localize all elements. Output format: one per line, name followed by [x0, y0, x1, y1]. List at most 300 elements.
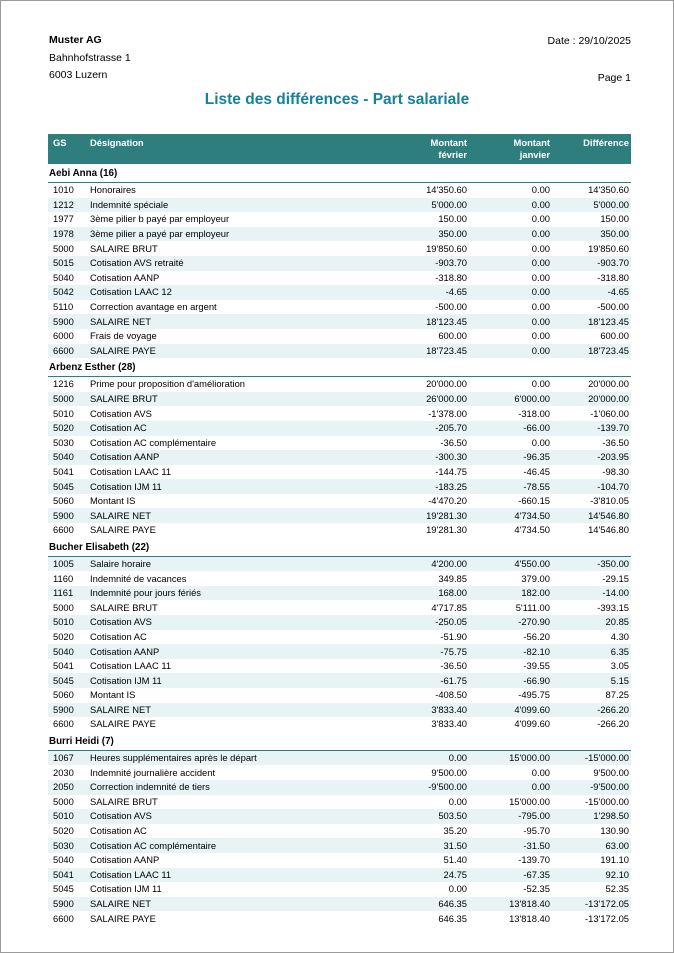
- amount-january: -82.10: [523, 645, 550, 657]
- difference: -36.50: [602, 436, 629, 448]
- amount-january: -795.00: [518, 810, 550, 822]
- designation: Indemnité pour jours fériés: [90, 587, 201, 599]
- table-row: [48, 300, 631, 315]
- difference: -500.00: [597, 301, 629, 313]
- designation: Honoraires: [90, 184, 136, 196]
- difference: -393.15: [597, 601, 629, 613]
- difference: 191.10: [600, 854, 629, 866]
- designation: Cotisation AC complémentaire: [90, 839, 217, 851]
- amount-february: 19'281.30: [426, 524, 467, 536]
- designation: Cotisation AVS retraité: [90, 257, 184, 269]
- column-header-gs: [48, 134, 88, 164]
- amount-february: -36.50: [440, 660, 467, 672]
- table-row: [48, 882, 631, 897]
- employee-section-row: [48, 358, 631, 377]
- amount-january: 5'111.00: [515, 601, 550, 613]
- employee-section-row: [48, 538, 631, 557]
- designation: Cotisation LAAC 11: [90, 660, 172, 672]
- designation: Cotisation AC: [90, 630, 147, 642]
- table-row: [48, 421, 631, 436]
- report-title: Liste des différences - Part salariale: [204, 91, 470, 108]
- table-row: [48, 406, 631, 421]
- amount-january: 379.00: [521, 572, 550, 584]
- table-row: [48, 795, 631, 810]
- report-date: Date : 29/10/2025: [547, 35, 631, 47]
- gs-code: 5040: [53, 451, 74, 463]
- designation: Cotisation AANP: [90, 271, 160, 283]
- amount-january: 0.00: [531, 228, 550, 240]
- amount-february: -500.00: [435, 301, 467, 313]
- amount-february: -903.70: [435, 257, 467, 269]
- table-row: [48, 824, 631, 839]
- amount-february: 0.00: [448, 883, 467, 895]
- amount-january: -56.20: [523, 630, 550, 642]
- amount-february: 31.50: [443, 839, 467, 851]
- employee-section-row: [48, 732, 631, 751]
- amount-february: 18'723.45: [426, 344, 467, 356]
- gs-code: 5015: [53, 257, 74, 269]
- amount-february: 26'000.00: [426, 393, 467, 405]
- designation: SALAIRE NET: [90, 703, 151, 715]
- gs-code: 5010: [53, 407, 74, 419]
- gs-code: 5020: [53, 825, 74, 837]
- amount-january: 0.00: [531, 781, 550, 793]
- difference: 87.25: [605, 689, 629, 701]
- gs-code: 6600: [53, 718, 74, 730]
- difference: 63.00: [605, 839, 629, 851]
- designation: SALAIRE PAYE: [90, 524, 156, 536]
- difference: 18'723.45: [588, 344, 629, 356]
- gs-code: 5010: [53, 616, 74, 628]
- designation: Prime pour proposition d'amélioration: [90, 378, 245, 390]
- table-row: [48, 780, 631, 795]
- table-row: [48, 285, 631, 300]
- table-row: [48, 600, 631, 615]
- amount-february: -61.75: [440, 674, 467, 686]
- gs-code: 5030: [53, 436, 74, 448]
- amount-january: 0.00: [531, 213, 550, 225]
- amount-february: -4'470.20: [428, 495, 467, 507]
- amount-january: 182.00: [521, 587, 550, 599]
- difference: 20'000.00: [588, 378, 629, 390]
- difference: -15'000.00: [584, 752, 629, 764]
- designation: SALAIRE BRUT: [90, 795, 158, 807]
- amount-january: -66.00: [523, 422, 550, 434]
- gs-code: 1161: [53, 587, 74, 599]
- table-row: [48, 183, 631, 198]
- table-row: [48, 314, 631, 329]
- table-row: [48, 271, 631, 286]
- table-row: [48, 523, 631, 538]
- amount-february: 19'850.60: [426, 242, 467, 254]
- amount-january: -96.35: [523, 451, 550, 463]
- difference: 6.35: [610, 645, 629, 657]
- difference: 9'500.00: [593, 766, 629, 778]
- gs-code: 1160: [53, 572, 74, 584]
- designation: Cotisation AANP: [90, 451, 160, 463]
- difference: -29.15: [602, 572, 629, 584]
- amount-february: -408.50: [435, 689, 467, 701]
- table-row: [48, 868, 631, 883]
- designation: 3ème pilier b payé par employeur: [90, 213, 230, 225]
- table-row: [48, 717, 631, 732]
- employee-section-name: Bucher Elisabeth (22): [48, 538, 631, 557]
- amount-february: 24.75: [443, 868, 467, 880]
- difference: 3.05: [610, 660, 629, 672]
- amount-january: 0.00: [531, 330, 550, 342]
- difference: -15'000.00: [584, 795, 629, 807]
- table-body: [48, 164, 631, 926]
- gs-code: 5045: [53, 480, 74, 492]
- table-row: [48, 450, 631, 465]
- gs-code: 5020: [53, 422, 74, 434]
- amount-february: 3'833.40: [431, 718, 467, 730]
- designation: SALAIRE PAYE: [90, 344, 156, 356]
- designation: Cotisation AC: [90, 422, 147, 434]
- amount-january: -139.70: [518, 854, 550, 866]
- table-row: [48, 897, 631, 912]
- amount-january: 13'818.40: [509, 898, 550, 910]
- designation: Indemnité de vacances: [90, 572, 187, 584]
- gs-code: 5041: [53, 868, 74, 880]
- amount-february: -36.50: [440, 436, 467, 448]
- table-row: [48, 853, 631, 868]
- difference: -14.00: [602, 587, 629, 599]
- designation: SALAIRE BRUT: [90, 393, 158, 405]
- gs-code: 5110: [53, 301, 74, 313]
- gs-code: 5000: [53, 242, 74, 254]
- gs-code: 5042: [53, 286, 74, 298]
- gs-code: 6600: [53, 524, 74, 536]
- difference: 20.85: [605, 616, 629, 628]
- difference: -98.30: [602, 465, 629, 477]
- difference: 350.00: [600, 228, 629, 240]
- amount-january: 15'000.00: [509, 752, 550, 764]
- gs-code: 5040: [53, 271, 74, 283]
- table-row: [48, 494, 631, 509]
- difference: -1'060.00: [590, 407, 629, 419]
- table-row: [48, 659, 631, 674]
- difference: -9'500.00: [590, 781, 629, 793]
- amount-february: 4'717.85: [431, 601, 467, 613]
- company-address-line1: Bahnhofstrasse 1: [49, 51, 131, 64]
- difference: -13'172.05: [584, 912, 629, 924]
- company-address-line2: 6003 Luzern: [49, 69, 108, 81]
- difference: 20'000.00: [588, 393, 629, 405]
- amount-january: -95.70: [523, 825, 550, 837]
- amount-january: -318.00: [518, 407, 550, 419]
- amount-january: -52.35: [523, 883, 550, 895]
- amount-january: 0.00: [531, 184, 550, 196]
- amount-february: 168.00: [438, 587, 467, 599]
- amount-february: -144.75: [435, 465, 467, 477]
- designation: Cotisation IJM 11: [90, 480, 162, 492]
- amount-february: 646.35: [438, 912, 467, 924]
- designation: Montant IS: [90, 689, 136, 701]
- difference: -266.20: [597, 718, 629, 730]
- designation: Indemnité spéciale: [90, 198, 169, 210]
- designation: Correction indemnité de tiers: [90, 781, 210, 793]
- gs-code: 5000: [53, 601, 74, 613]
- amount-february: 646.35: [438, 898, 467, 910]
- table-row: [48, 688, 631, 703]
- amount-january: 4'734.50: [514, 509, 550, 521]
- amount-february: 349.85: [438, 572, 467, 584]
- table-row: [48, 227, 631, 242]
- employee-section-row: [48, 164, 631, 183]
- column-header-sublabel: février: [438, 148, 467, 160]
- difference: 52.35: [605, 883, 629, 895]
- amount-february: 600.00: [438, 330, 467, 342]
- table-row: [48, 241, 631, 256]
- designation: Cotisation AVS: [90, 616, 152, 628]
- amount-february: 3'833.40: [431, 703, 467, 715]
- gs-code: 5000: [53, 393, 74, 405]
- designation: SALAIRE BRUT: [90, 242, 158, 254]
- difference: 19'850.60: [588, 242, 629, 254]
- difference: -350.00: [597, 557, 629, 569]
- differences-table: [48, 134, 631, 926]
- table-row: [48, 465, 631, 480]
- gs-code: 2030: [53, 766, 74, 778]
- amount-january: 4'734.50: [514, 524, 550, 536]
- difference: 14'350.60: [588, 184, 629, 196]
- amount-february: 0.00: [448, 752, 467, 764]
- company-block: [49, 32, 131, 85]
- amount-february: -250.05: [435, 616, 467, 628]
- designation: Cotisation IJM 11: [90, 674, 162, 686]
- column-header-label: Montant: [513, 137, 550, 148]
- column-header-designation: [88, 134, 383, 164]
- column-header-label: GS: [53, 137, 67, 148]
- difference: 14'546.80: [588, 509, 629, 521]
- designation: Cotisation AANP: [90, 854, 160, 866]
- gs-code: 5900: [53, 315, 74, 327]
- designation: Cotisation AVS: [90, 810, 152, 822]
- table-row: [48, 329, 631, 344]
- designation: SALAIRE NET: [90, 898, 151, 910]
- amount-february: -300.30: [435, 451, 467, 463]
- designation: Montant IS: [90, 495, 136, 507]
- designation: Cotisation AC complémentaire: [90, 436, 217, 448]
- column-header-amount-february: [383, 134, 469, 164]
- amount-february: -9'500.00: [428, 781, 467, 793]
- amount-january: 15'000.00: [509, 795, 550, 807]
- table-row: [48, 809, 631, 824]
- difference: 5'000.00: [593, 198, 629, 210]
- amount-january: 4'099.60: [514, 703, 550, 715]
- amount-january: -270.90: [518, 616, 550, 628]
- amount-january: -495.75: [518, 689, 550, 701]
- difference: 4.30: [610, 630, 629, 642]
- gs-code: 5045: [53, 883, 74, 895]
- amount-february: 4'200.00: [431, 557, 467, 569]
- amount-february: -318.80: [435, 271, 467, 283]
- gs-code: 5010: [53, 810, 74, 822]
- table-header-row: [48, 134, 631, 164]
- difference: -4.65: [607, 286, 629, 298]
- table-row: [48, 344, 631, 359]
- difference: -13'172.05: [584, 898, 629, 910]
- employee-section-name: Burri Heidi (7): [48, 732, 631, 751]
- table-row: [48, 630, 631, 645]
- gs-code: 1067: [53, 752, 74, 764]
- table-row: [48, 750, 631, 765]
- designation: SALAIRE NET: [90, 509, 151, 521]
- difference: -266.20: [597, 703, 629, 715]
- company-name: Muster AG: [49, 34, 102, 46]
- amount-january: 0.00: [531, 436, 550, 448]
- gs-code: 6600: [53, 344, 74, 356]
- amount-february: 20'000.00: [426, 378, 467, 390]
- table-row: [48, 703, 631, 718]
- gs-code: 1978: [53, 228, 74, 240]
- difference: -203.95: [597, 451, 629, 463]
- difference: 130.90: [600, 825, 629, 837]
- employee-section-name: Arbenz Esther (28): [48, 358, 631, 377]
- amount-february: 14'350.60: [426, 184, 467, 196]
- gs-code: 5900: [53, 509, 74, 521]
- page-number: Page 1: [597, 72, 631, 84]
- amount-january: 0.00: [531, 198, 550, 210]
- difference: -104.70: [597, 480, 629, 492]
- table-row: [48, 765, 631, 780]
- table-row: [48, 198, 631, 213]
- gs-code: 5040: [53, 645, 74, 657]
- designation: Salaire horaire: [90, 557, 151, 569]
- designation: SALAIRE NET: [90, 315, 151, 327]
- table-row: [48, 615, 631, 630]
- designation: Cotisation LAAC 11: [90, 465, 172, 477]
- amount-february: 503.50: [438, 810, 467, 822]
- table-row: [48, 556, 631, 571]
- amount-february: -1'378.00: [428, 407, 467, 419]
- amount-february: 19'281.30: [426, 509, 467, 521]
- amount-february: 9'500.00: [431, 766, 467, 778]
- amount-february: 35.20: [443, 825, 467, 837]
- difference: -318.80: [597, 271, 629, 283]
- designation: Cotisation LAAC 12: [90, 286, 172, 298]
- amount-february: 5'000.00: [431, 198, 467, 210]
- column-header-label: Différence: [583, 137, 629, 148]
- designation: Frais de voyage: [90, 330, 157, 342]
- column-header-label: Montant: [430, 137, 467, 148]
- column-header-sublabel: janvier: [519, 148, 550, 160]
- amount-january: -31.50: [523, 839, 550, 851]
- amount-january: 0.00: [531, 257, 550, 269]
- amount-february: 350.00: [438, 228, 467, 240]
- gs-code: 1010: [53, 184, 74, 196]
- amount-january: 0.00: [531, 378, 550, 390]
- designation: Cotisation AANP: [90, 645, 160, 657]
- designation: Cotisation IJM 11: [90, 883, 162, 895]
- gs-code: 5020: [53, 630, 74, 642]
- difference: 18'123.45: [588, 315, 629, 327]
- difference: 92.10: [605, 868, 629, 880]
- amount-january: -67.35: [523, 868, 550, 880]
- amount-january: 13'818.40: [509, 912, 550, 924]
- gs-code: 5030: [53, 839, 74, 851]
- amount-january: 0.00: [531, 301, 550, 313]
- gs-code: 5900: [53, 898, 74, 910]
- amount-january: 4'099.60: [514, 718, 550, 730]
- table-row: [48, 377, 631, 392]
- amount-february: 150.00: [438, 213, 467, 225]
- amount-february: -75.75: [440, 645, 467, 657]
- designation: SALAIRE BRUT: [90, 601, 158, 613]
- gs-code: 5041: [53, 660, 74, 672]
- table-row: [48, 212, 631, 227]
- designation: SALAIRE PAYE: [90, 912, 156, 924]
- designation: Cotisation AVS: [90, 407, 152, 419]
- amount-january: 0.00: [531, 242, 550, 254]
- amount-january: -660.15: [518, 495, 550, 507]
- amount-january: -66.90: [523, 674, 550, 686]
- gs-code: 1977: [53, 213, 74, 225]
- difference: 5.15: [610, 674, 629, 686]
- gs-code: 5041: [53, 465, 74, 477]
- amount-january: 0.00: [531, 344, 550, 356]
- gs-code: 1212: [53, 198, 74, 210]
- column-header-amount-january: [469, 134, 552, 164]
- designation: SALAIRE PAYE: [90, 718, 156, 730]
- designation: Cotisation LAAC 11: [90, 868, 172, 880]
- gs-code: 6000: [53, 330, 74, 342]
- table-row: [48, 436, 631, 451]
- gs-code: 5900: [53, 703, 74, 715]
- table-row: [48, 508, 631, 523]
- amount-january: 6'000.00: [514, 393, 550, 405]
- designation: Correction avantage en argent: [90, 301, 217, 313]
- amount-february: -205.70: [435, 422, 467, 434]
- difference: 1'298.50: [593, 810, 629, 822]
- amount-february: -51.90: [440, 630, 467, 642]
- gs-code: 2050: [53, 781, 74, 793]
- gs-code: 6600: [53, 912, 74, 924]
- designation: Cotisation AC: [90, 825, 147, 837]
- difference: -903.70: [597, 257, 629, 269]
- amount-january: -39.55: [523, 660, 550, 672]
- amount-february: 51.40: [443, 854, 467, 866]
- amount-february: -183.25: [435, 480, 467, 492]
- amount-january: 0.00: [531, 271, 550, 283]
- table-row: [48, 571, 631, 586]
- amount-january: 0.00: [531, 766, 550, 778]
- table-row: [48, 838, 631, 853]
- difference: -139.70: [597, 422, 629, 434]
- table-row: [48, 479, 631, 494]
- amount-january: -46.45: [523, 465, 550, 477]
- amount-january: 4'550.00: [514, 557, 550, 569]
- employee-section-name: Aebi Anna (16): [48, 164, 631, 183]
- gs-code: 1216: [53, 378, 74, 390]
- designation: Heures supplémentaires après le départ: [90, 752, 257, 764]
- designation: Indemnité journalière accident: [90, 766, 216, 778]
- amount-february: 0.00: [448, 795, 467, 807]
- gs-code: 5060: [53, 689, 74, 701]
- difference: -3'810.05: [590, 495, 629, 507]
- gs-code: 1005: [53, 557, 74, 569]
- table-row: [48, 644, 631, 659]
- table-header: [48, 134, 631, 164]
- amount-february: 18'123.45: [426, 315, 467, 327]
- amount-january: 0.00: [531, 286, 550, 298]
- gs-code: 5045: [53, 674, 74, 686]
- column-header-difference: [552, 134, 631, 164]
- designation: 3ème pilier a payé par employeur: [90, 228, 230, 240]
- table-row: [48, 586, 631, 601]
- difference: 14'546.80: [588, 524, 629, 536]
